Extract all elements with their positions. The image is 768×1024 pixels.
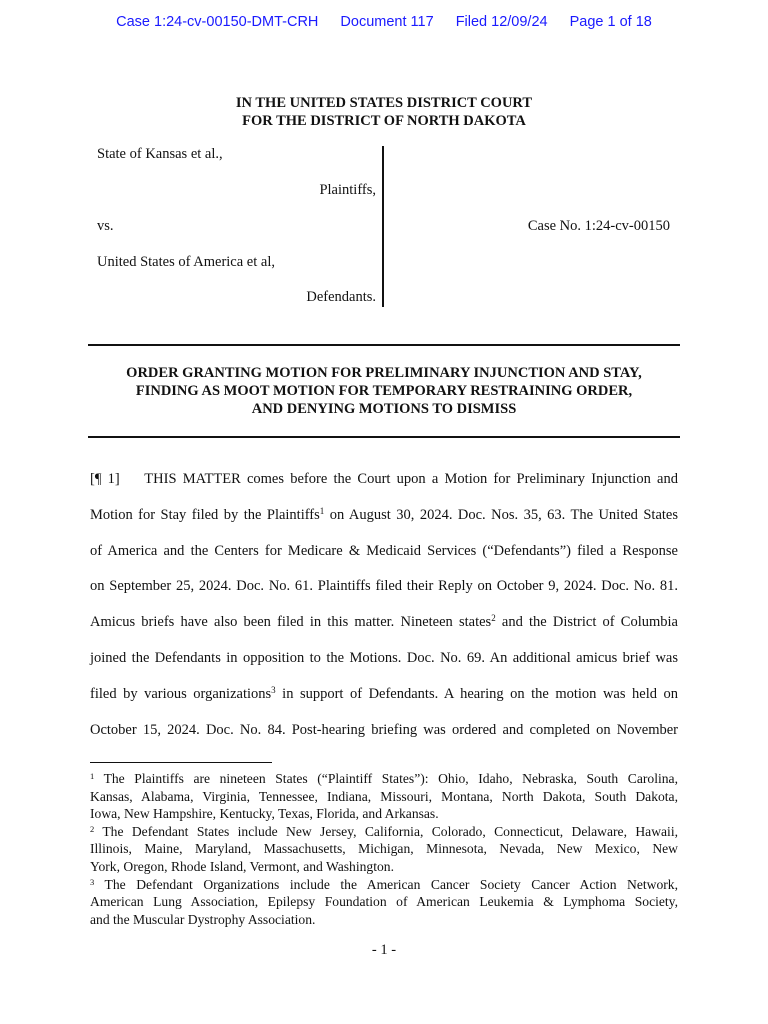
body-line [90,498,678,534]
court-heading [0,94,768,130]
footnote-2-line [90,823,678,841]
footnote-text: The Defendant Organizations include the American Cancer Society Cancer Action Network, [94,876,678,892]
page-number: - 1 - [371,942,397,958]
body-line: [¶ 1] THIS MATTER comes before the Court upon a Motion for Preliminary Injunction and [90,471,678,487]
footnote-3-line [90,876,678,894]
document-number: Document 117 [340,14,434,30]
footnote-3-line: American Lung Association, Epilepsy Foundation of American Leukemia & Lymphoma Society, [90,894,678,910]
footnote-mark-2: 2 [90,823,95,834]
footnote-3-line: and the Muscular Dystrophy Association. [90,911,316,927]
body-text-segment: Amicus briefs have also been filed in this matter. Nineteen states [90,614,492,631]
footnote-mark-3: 3 [90,876,95,887]
footnote-ref-3: 3 [271,684,276,695]
title-rule-top [88,344,680,346]
order-title [88,364,680,418]
body-text-segment: in support of Defendants. A hearing on the motion was held on [275,685,678,702]
case-number-header: Case 1:24-cv-00150-DMT-CRH [116,14,319,30]
versus: vs. [97,218,114,234]
defendant-name: United States of America et al, [97,254,275,270]
body-text-segment: Motion for Stay filed by the Plaintiffs [90,506,320,523]
order-title-line-3: AND DENYING MOTIONS TO DISMISS [251,401,517,417]
court-heading-line-1: IN THE UNITED STATES DISTRICT COURT [235,95,533,111]
order-title-line-1: ORDER GRANTING MOTION FOR PRELIMINARY INJUNCTION AND STAY, [126,365,642,381]
body-line: October 15, 2024. Doc. No. 84. Post-hearing briefing was ordered and completed on November [90,721,678,738]
footnote-1-line [90,770,678,788]
body-text-segment: filed by various organizations [90,685,272,702]
court-heading-line-2: FOR THE DISTRICT OF NORTH DAKOTA [242,113,526,129]
page-count: Page 1 of 18 [569,14,652,30]
footnote-1-line: Iowa, New Hampshire, Kentucky, Texas, Florida, and Arkansas. [90,806,439,822]
body-line: on September 25, 2024. Doc. No. 61. Plaintiffs filed their Reply on October 9, 2024. Doc. No. 81. [90,578,678,595]
footnote-1-line: Kansas, Alabama, Virginia, Tennessee, Indiana, Missouri, Montana, North Dakota, South Dakota, [90,788,678,804]
filed-date: Filed 12/09/24 [455,14,548,30]
title-rule-bottom [88,436,680,438]
body-line [90,605,678,641]
footnote-2-line: Illinois, Maine, Maryland, Massachusetts, Michigan, Minnesota, Nevada, New Mexico, New [90,841,678,857]
paragraph-1 [90,462,678,748]
plaintiffs-label: Plaintiffs, [319,182,376,198]
order-title-line-2: FINDING AS MOOT MOTION FOR TEMPORARY RESTRAINING ORDER, [135,383,633,399]
defendants-label: Defendants. [306,289,376,305]
footnote-2-line: York, Oregon, Rhode Island, Vermont, and Washington. [90,858,394,874]
footnote-ref-2: 2 [491,613,496,624]
plaintiff-name: State of Kansas et al., [97,146,223,162]
body-line [90,677,678,713]
footnote-mark-1: 1 [90,771,95,781]
case-number: Case No. 1:24-cv-00150 [527,218,670,234]
body-text-segment: on August 30, 2024. Doc. Nos. 35, 63. The United States [324,506,679,523]
body-text-segment: and the District of Columbia [495,614,678,631]
footnote-separator [90,762,272,763]
footnote-text: The Plaintiffs are nineteen States (“Plaintiff States”): Ohio, Idaho, Nebraska, South Carolina, [94,771,678,786]
footnotes [90,770,678,928]
caption-divider [382,146,384,307]
footnote-ref-1: 1 [319,505,325,516]
body-line: of America and the Centers for Medicare & Medicaid Services (“Defendants”) filed a Response [90,542,678,559]
ecf-header [0,14,768,30]
footnote-text: The Defendant States include New Jersey, California, Colorado, Connecticut, Delaware, Hawaii, [94,823,678,839]
body-line: joined the Defendants in opposition to the Motions. Doc. No. 69. An additional amicus brief was [90,649,678,666]
